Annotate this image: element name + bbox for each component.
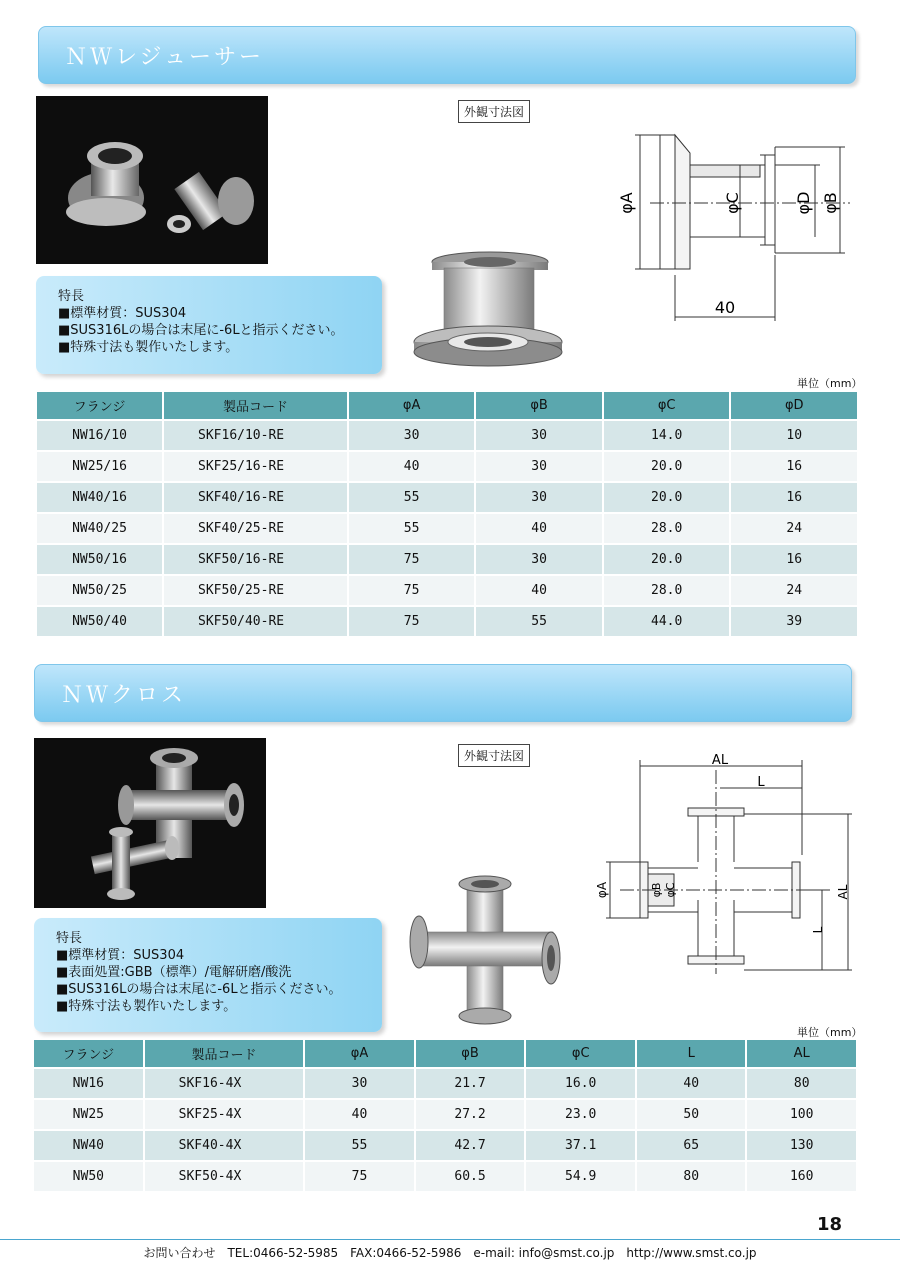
table-row <box>37 514 857 543</box>
table-row <box>37 421 857 450</box>
unit-label: 単位（mm） <box>797 1026 863 1039</box>
table-header-row <box>34 1040 856 1067</box>
cell: SKF16-4X <box>145 1069 304 1098</box>
cell: 30 <box>476 545 601 574</box>
cell: 42.7 <box>416 1131 525 1160</box>
cell: 160 <box>747 1162 856 1191</box>
reducer-3d-render <box>410 240 570 370</box>
column-header: φA <box>349 392 474 419</box>
dim-phi-c: φC <box>664 882 677 898</box>
table-row <box>37 576 857 605</box>
cell: SKF40/16-RE <box>164 483 347 512</box>
dim-al-side: AL <box>836 884 850 900</box>
cell: 37.1 <box>526 1131 635 1160</box>
column-header: φC <box>604 392 730 419</box>
column-header: フランジ <box>37 392 162 419</box>
section-title: ＮＷクロス <box>61 683 187 708</box>
cell: 55 <box>349 483 474 512</box>
cell: 55 <box>349 514 474 543</box>
table-row <box>34 1162 856 1191</box>
product-photo-reducer <box>36 96 268 264</box>
cell: SKF40-4X <box>145 1131 304 1160</box>
column-header: AL <box>747 1040 856 1067</box>
dim-phi-b: φB <box>821 192 840 214</box>
table-row <box>37 452 857 481</box>
column-header: φB <box>416 1040 525 1067</box>
cell: 80 <box>637 1162 745 1191</box>
cell: 55 <box>476 607 601 636</box>
cell: 50 <box>637 1100 745 1129</box>
cell: 75 <box>305 1162 413 1191</box>
cross-3d-render <box>405 870 565 1030</box>
cell: NW40/16 <box>37 483 162 512</box>
feature-item: ■標準材質：SUS304 <box>58 306 187 321</box>
cell: 30 <box>349 421 474 450</box>
cell: 23.0 <box>526 1100 635 1129</box>
cell: 40 <box>476 576 601 605</box>
table-row <box>34 1069 856 1098</box>
feature-item: ■SUS316Lの場合は末尾に-6Lと指示ください。 <box>56 982 342 997</box>
cell: NW50 <box>34 1162 143 1191</box>
cell: NW25 <box>34 1100 143 1129</box>
table-row <box>34 1100 856 1129</box>
features-box-reducer <box>36 276 382 374</box>
cell: 30 <box>305 1069 413 1098</box>
feature-item: ■表面処置:GBB（標準）/電解研磨/酸洗 <box>56 965 292 980</box>
cell: 10 <box>731 421 857 450</box>
cell: 75 <box>349 545 474 574</box>
cell: 20.0 <box>604 483 730 512</box>
spec-table-cross <box>32 1038 858 1193</box>
cell: SKF50/40-RE <box>164 607 347 636</box>
cell: 16 <box>731 483 857 512</box>
dim-phi-c: φC <box>723 192 742 214</box>
cell: 80 <box>747 1069 856 1098</box>
dim-phi-a: φA <box>617 192 636 214</box>
cell: NW50/25 <box>37 576 162 605</box>
table-row <box>37 607 857 636</box>
features-box-cross <box>34 918 382 1032</box>
cell: 28.0 <box>604 514 730 543</box>
feature-item: ■SUS316Lの場合は末尾に-6Lと指示ください。 <box>58 323 344 338</box>
cell: NW40 <box>34 1131 143 1160</box>
feature-item: ■特殊寸法も製作いたします。 <box>56 999 237 1014</box>
table-row <box>37 545 857 574</box>
cell: 20.0 <box>604 545 730 574</box>
cell: 40 <box>305 1100 413 1129</box>
cell: NW50/40 <box>37 607 162 636</box>
cell: 39 <box>731 607 857 636</box>
cell: NW16/10 <box>37 421 162 450</box>
dim-phi-b: φB <box>650 882 663 898</box>
column-header: 製品コード <box>164 392 347 419</box>
cell: 24 <box>731 576 857 605</box>
cell: NW40/25 <box>37 514 162 543</box>
cell: NW25/16 <box>37 452 162 481</box>
table-header-row <box>37 392 857 419</box>
cell: SKF50/25-RE <box>164 576 347 605</box>
column-header: φA <box>305 1040 413 1067</box>
cell: 30 <box>476 421 601 450</box>
features-heading: 特長 <box>56 931 83 946</box>
cell: NW50/16 <box>37 545 162 574</box>
column-header: φB <box>476 392 601 419</box>
cross-dimension-drawing <box>580 750 860 980</box>
table-row <box>34 1131 856 1160</box>
page-number: 18 <box>816 1214 842 1235</box>
column-header: 製品コード <box>145 1040 304 1067</box>
cell: 40 <box>476 514 601 543</box>
cell: SKF40/25-RE <box>164 514 347 543</box>
dim-l-side: L <box>811 926 825 934</box>
dim-phi-d: φD <box>794 191 813 215</box>
cell: 40 <box>637 1069 745 1098</box>
cell: 21.7 <box>416 1069 525 1098</box>
cell: 27.2 <box>416 1100 525 1129</box>
cell: SKF16/10-RE <box>164 421 347 450</box>
drawing-caption: 外観寸法図 <box>458 100 530 123</box>
table-row <box>37 483 857 512</box>
cell: 75 <box>349 576 474 605</box>
unit-label: 単位（mm） <box>797 377 863 390</box>
cell: 20.0 <box>604 452 730 481</box>
column-header: L <box>637 1040 745 1067</box>
cell: 16 <box>731 545 857 574</box>
cell: 44.0 <box>604 607 730 636</box>
column-header: φD <box>731 392 857 419</box>
feature-item: ■標準材質：SUS304 <box>56 948 185 963</box>
feature-item: ■特殊寸法も製作いたします。 <box>58 340 239 355</box>
cell: 100 <box>747 1100 856 1129</box>
dim-l-top: L <box>757 775 765 790</box>
section-title: ＮＷレジューサー <box>65 45 265 70</box>
reducer-dimension-drawing <box>600 125 860 325</box>
spec-table-reducer <box>35 390 859 638</box>
cell: 54.9 <box>526 1162 635 1191</box>
footer-divider <box>0 1239 900 1240</box>
cell: 30 <box>476 483 601 512</box>
footer-contact: お問い合わせ TEL:0466-52-5985 FAX:0466-52-5986 e-mail: info@smst.co.jp http://www.smst.co.jp <box>143 1246 757 1260</box>
cell: 14.0 <box>604 421 730 450</box>
cell: 30 <box>476 452 601 481</box>
cell: SKF50/16-RE <box>164 545 347 574</box>
section-title-banner-cross <box>34 664 852 722</box>
cell: SKF25/16-RE <box>164 452 347 481</box>
cell: 24 <box>731 514 857 543</box>
cell: 28.0 <box>604 576 730 605</box>
dim-al-top: AL <box>711 753 729 768</box>
cell: 75 <box>349 607 474 636</box>
drawing-caption: 外観寸法図 <box>458 744 530 767</box>
cell: 55 <box>305 1131 413 1160</box>
dim-length: 40 <box>714 298 736 317</box>
cell: 16.0 <box>526 1069 635 1098</box>
product-photo-cross <box>34 738 266 908</box>
cell: 65 <box>637 1131 745 1160</box>
features-heading: 特長 <box>58 289 85 304</box>
cell: SKF50-4X <box>145 1162 304 1191</box>
cell: 40 <box>349 452 474 481</box>
cell: SKF25-4X <box>145 1100 304 1129</box>
dim-phi-a: φA <box>595 881 609 899</box>
cell: NW16 <box>34 1069 143 1098</box>
cell: 16 <box>731 452 857 481</box>
column-header: フランジ <box>34 1040 143 1067</box>
column-header: φC <box>526 1040 635 1067</box>
section-title-banner-reducer <box>38 26 856 84</box>
cell: 130 <box>747 1131 856 1160</box>
cell: 60.5 <box>416 1162 525 1191</box>
